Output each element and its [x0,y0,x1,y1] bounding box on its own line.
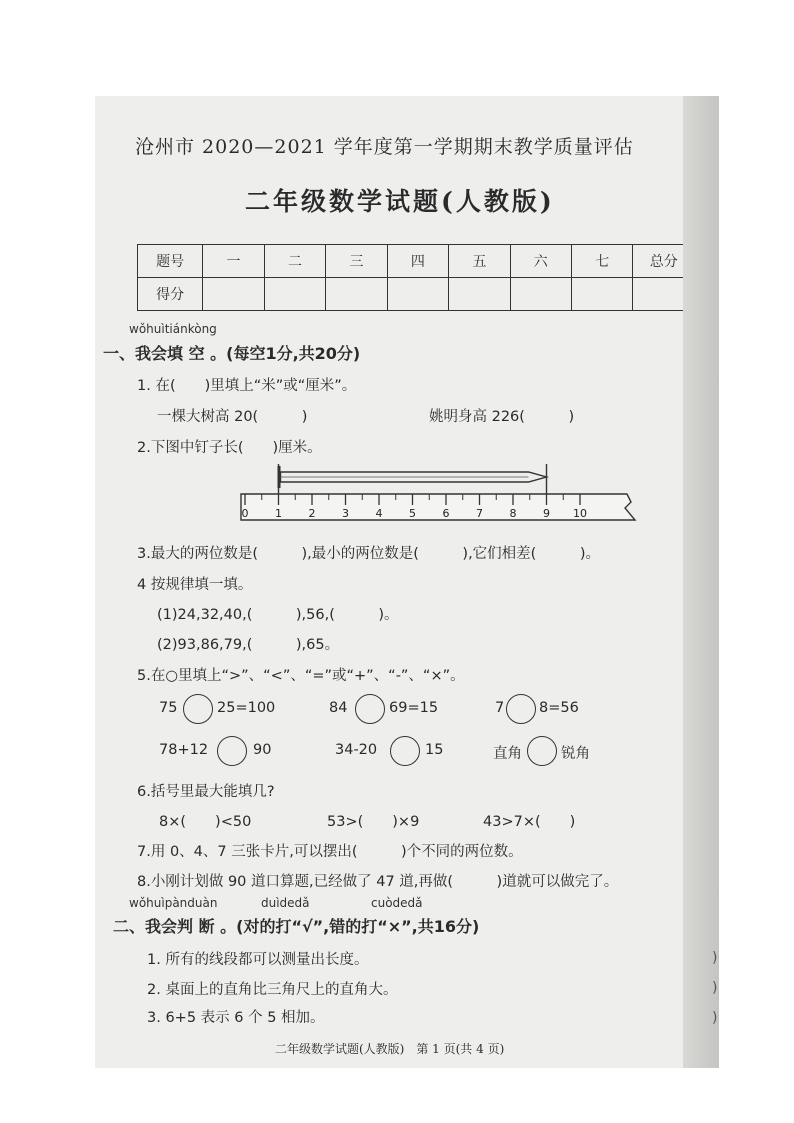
score-table-cell: 得分 [138,278,203,311]
score-table-cell: 六 [510,245,571,278]
q5-left-term: 34-20 [335,742,378,758]
q5-left-term: 75 [159,700,178,716]
score-blank[interactable] [203,278,264,311]
q5-left-term: 直角 [493,746,522,762]
score-table-cell: 五 [449,245,510,278]
q5-right-term: 69=15 [389,700,439,716]
section1-pinyin: wǒhuìtiánkòng [129,322,217,336]
ruler-tick-label: 4 [375,507,383,520]
ruler-tick-label: 3 [342,507,349,520]
judge-item: 2. 桌面上的直角比三角尺上的直角大。 [147,982,398,998]
q8-text: 8.小刚计划做 90 道口算题,已经做了 47 道,再做( )道就可以做完了。 [137,874,619,890]
ruler-tick-label: 1 [275,507,282,520]
answer-circle[interactable] [506,694,536,724]
q6-item: 43>7×( ) [483,814,576,830]
ruler-tick-label: 0 [241,507,249,520]
score-blank[interactable] [572,278,633,311]
score-table-cell: 题号 [138,245,203,278]
paper-edge-shadow [683,96,719,1068]
ruler-tick-label: 7 [476,507,483,520]
ruler-tick-label: 9 [543,507,550,520]
answer-circle[interactable] [390,736,420,766]
q5-left-term: 7 [495,700,505,716]
answer-circle[interactable] [183,694,213,724]
q5-right-term: 25=100 [217,700,276,716]
score-blank[interactable] [326,278,387,311]
answer-paren: ) [712,1010,718,1026]
q5-left-term: 84 [329,700,348,716]
q7-text: 7.用 0、4、7 三张卡片,可以摆出( )个不同的两位数。 [137,844,523,860]
score-table-cell: 总分 [633,245,695,278]
q5-right-term: 8=56 [539,700,579,716]
score-table-cell: 三 [326,245,387,278]
ruler-tick-label: 8 [509,507,517,520]
exam-title: 沧州市 2020—2021 学年度第一学期期末教学质量评估 [135,136,634,158]
answer-paren: ) [712,980,718,996]
q5-right-term: 15 [425,742,444,758]
score-table-score-row [138,278,695,311]
q4-item-b: (2)93,86,79,( ),65。 [157,637,340,653]
q6-stem: 6.括号里最大能填几? [137,784,275,800]
section2-title: 二、我会判 断 。(对的打“√”,错的打“×”,共16分) [113,917,480,936]
score-table [137,244,695,311]
q1-item-a: 一棵大树高 20( ) [157,409,308,425]
section1-title: 一、我会填 空 。(每空1分,共20分) [103,344,361,363]
exam-paper [95,96,695,1068]
q2-stem: 2.下图中钉子长( )厘米。 [137,440,322,456]
score-blank[interactable] [387,278,448,311]
judge-item: 1. 所有的线段都可以测量出长度。 [147,952,369,968]
page-footer: 二年级数学试题(人教版) 第 1 页(共 4 页) [275,1042,505,1056]
score-blank[interactable] [449,278,510,311]
q5-right-term: 锐角 [561,746,590,762]
q5-left-term: 78+12 [159,742,209,758]
q3-text: 3.最大的两位数是( ),最小的两位数是( ),它们相差( )。 [137,546,600,562]
ruler-tick-label: 2 [308,507,316,520]
ruler-tick-label: 6 [442,507,450,520]
q4-item-a: (1)24,32,40,( ),56,( )。 [157,607,399,623]
section2-pinyin-1: wǒhuìpànduàn [129,896,218,910]
section2-pinyin-2: duìdedǎ [261,896,310,910]
q6-item: 53>( )×9 [327,814,420,830]
answer-paren: ) [712,950,718,966]
judge-item: 3. 6+5 表示 6 个 5 相加。 [147,1010,325,1026]
section2-pinyin-3: cuòdedǎ [371,896,423,910]
score-table-header-row [138,245,695,278]
score-table-cell: 七 [572,245,633,278]
ruler-tick-label: 5 [409,507,416,520]
q6-item: 8×( )<50 [159,814,252,830]
score-table-cell: 四 [387,245,448,278]
answer-circle[interactable] [217,736,247,766]
ruler-tick-label: 10 [573,507,587,520]
q4-stem: 4 按规律填一填。 [137,577,253,593]
answer-circle[interactable] [355,694,385,724]
q1-item-b: 姚明身高 226( ) [429,409,575,425]
ruler [241,494,635,520]
q5-right-term: 90 [253,742,272,758]
score-blank[interactable] [264,278,325,311]
ruler-diagram [233,464,645,528]
score-table-cell: 二 [264,245,325,278]
q1-stem: 1. 在( )里填上“米”或“厘米”。 [137,378,357,394]
nail [278,464,547,494]
score-blank[interactable] [510,278,571,311]
score-table-cell: 一 [203,245,264,278]
answer-circle[interactable] [527,736,557,766]
q5-stem: 5.在○里填上“>”、“<”、“=”或“+”、“-”、“×”。 [137,668,465,684]
exam-subtitle: 二年级数学试题(人教版) [245,187,555,216]
